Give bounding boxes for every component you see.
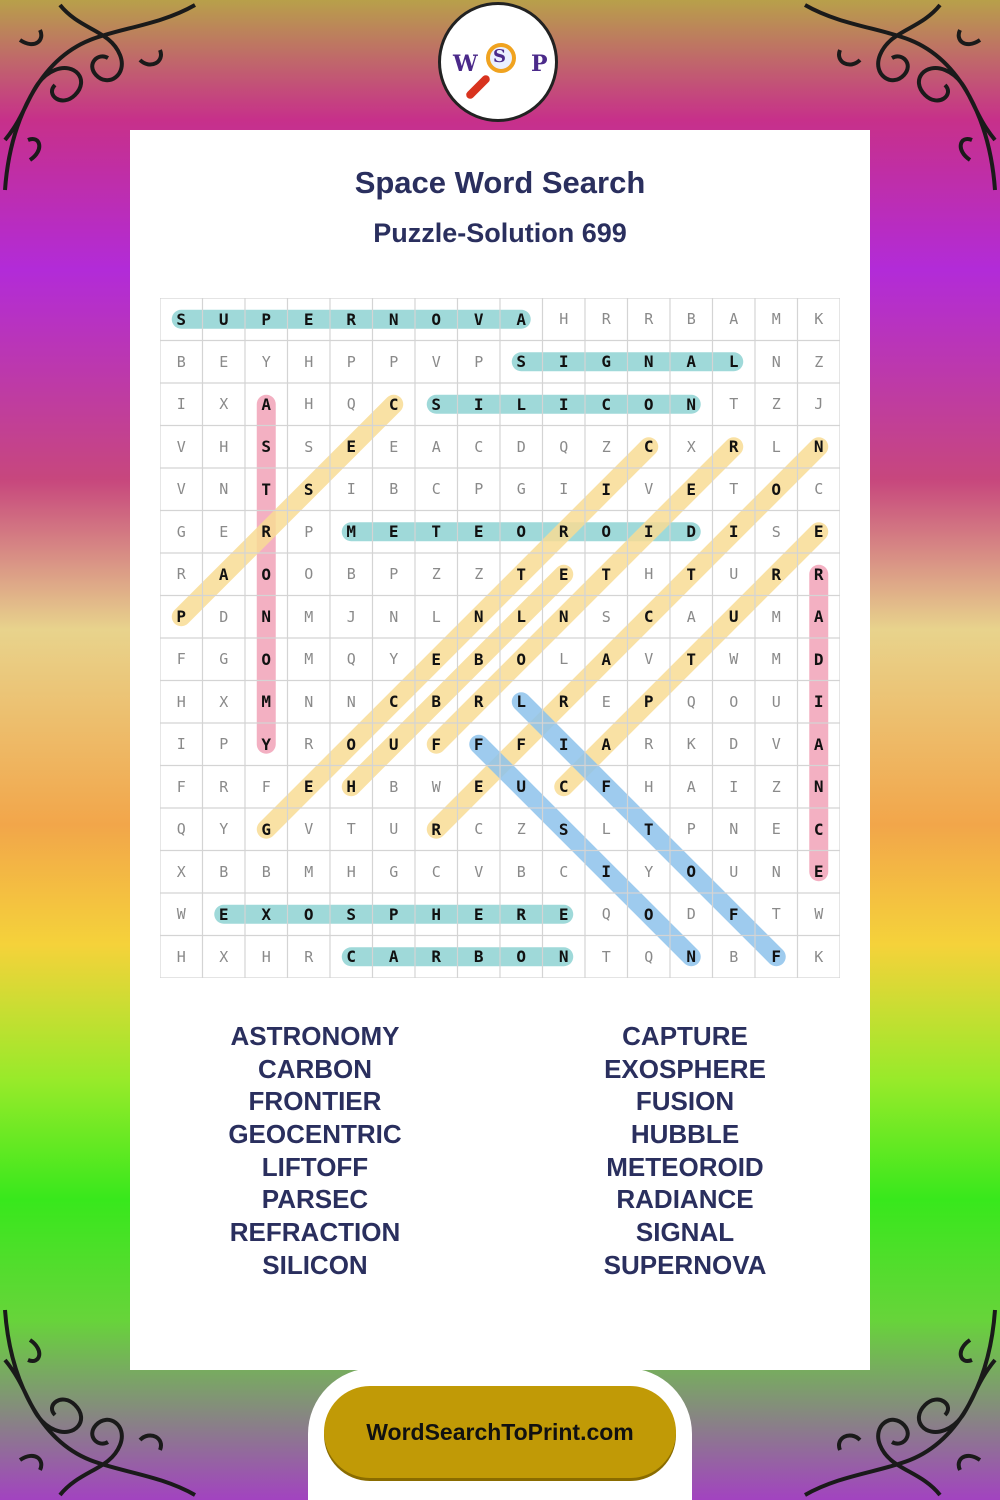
grid-letter[interactable]: U xyxy=(389,820,399,839)
grid-letter[interactable]: B xyxy=(473,649,484,669)
grid-letter[interactable]: R xyxy=(728,437,739,457)
grid-letter[interactable]: O xyxy=(261,649,272,669)
grid-letter[interactable]: C xyxy=(559,862,569,881)
grid-letter[interactable]: C xyxy=(814,480,824,499)
grid-letter[interactable]: A xyxy=(686,607,696,626)
grid-letter[interactable]: L xyxy=(516,692,527,712)
grid-letter[interactable]: W xyxy=(176,905,186,924)
grid-letter[interactable]: V xyxy=(431,352,441,371)
grid-letter[interactable]: C xyxy=(643,607,654,627)
grid-letter[interactable]: O xyxy=(261,564,272,584)
word-list-item: REFRACTION xyxy=(229,1217,401,1248)
grid-letter[interactable]: E xyxy=(219,352,229,371)
grid-letter[interactable]: Z xyxy=(474,565,484,584)
grid-letter[interactable]: I xyxy=(729,777,739,796)
page-subtitle: Puzzle-Solution 699 xyxy=(373,218,627,248)
grid-letter[interactable]: R xyxy=(558,692,569,712)
grid-letter[interactable]: F xyxy=(261,777,271,796)
grid-letter[interactable]: S xyxy=(346,904,357,924)
grid-letter[interactable]: H xyxy=(559,310,569,329)
grid-letter[interactable]: Y xyxy=(644,862,654,881)
grid-letter[interactable]: S xyxy=(304,437,314,456)
grid-letter[interactable]: R xyxy=(601,310,611,329)
grid-letter[interactable]: N xyxy=(558,947,569,967)
grid-letter[interactable]: M xyxy=(304,650,314,669)
logo-letter-p: P xyxy=(531,51,548,77)
grid-letter[interactable]: V xyxy=(176,437,186,456)
grid-letter[interactable]: I xyxy=(558,394,569,414)
grid-letter[interactable]: A xyxy=(601,734,612,754)
grid-letter[interactable]: B xyxy=(219,862,229,881)
grid-letter[interactable]: L xyxy=(728,352,739,372)
grid-letter[interactable]: O xyxy=(346,734,357,754)
grid-letter[interactable]: E xyxy=(218,904,229,924)
grid-letter[interactable]: A xyxy=(686,777,696,796)
grid-letter[interactable]: R xyxy=(261,522,272,542)
grid-letter[interactable]: E xyxy=(346,437,357,457)
word-list-item: FRONTIER xyxy=(248,1086,382,1117)
word-list-item: GEOCENTRIC xyxy=(228,1119,402,1150)
grid-letter[interactable]: R xyxy=(771,564,782,584)
grid-letter[interactable]: T xyxy=(346,820,356,839)
grid-letter[interactable]: E xyxy=(558,904,569,924)
page-title: Space Word Search xyxy=(354,165,646,200)
grid-letter[interactable]: G xyxy=(261,819,272,839)
grid-letter[interactable]: H xyxy=(176,947,186,966)
grid-letter[interactable]: W xyxy=(729,650,739,669)
grid-letter[interactable]: M xyxy=(304,862,314,881)
grid-letter[interactable]: I xyxy=(601,479,612,499)
grid-letter[interactable]: M xyxy=(771,650,781,669)
grid-letter[interactable]: X xyxy=(219,692,229,711)
grid-letter[interactable]: H xyxy=(219,437,229,456)
grid-letter[interactable]: O xyxy=(516,947,527,967)
grid-letter[interactable]: L xyxy=(516,607,527,627)
grid-letter[interactable]: L xyxy=(601,820,611,839)
grid-letter[interactable]: A xyxy=(218,564,229,584)
grid-letter[interactable]: U xyxy=(729,565,739,584)
grid-letter[interactable]: N xyxy=(261,607,272,627)
grid-letter[interactable]: B xyxy=(389,777,399,796)
grid-letter[interactable]: B xyxy=(389,480,399,499)
grid-letter[interactable]: R xyxy=(473,692,484,712)
grid-letter[interactable]: C xyxy=(388,692,399,712)
grid-letter[interactable]: L xyxy=(516,394,527,414)
grid-letter[interactable]: C xyxy=(388,394,399,414)
grid-letter[interactable]: Q xyxy=(601,905,611,924)
grid-letter[interactable]: E xyxy=(558,564,569,584)
grid-letter[interactable]: D xyxy=(813,649,824,669)
grid-letter[interactable]: R xyxy=(304,735,314,754)
grid-letter[interactable]: V xyxy=(644,480,654,499)
grid-letter[interactable]: S xyxy=(176,309,187,329)
grid-letter[interactable]: F xyxy=(728,904,739,924)
grid-letter[interactable]: I xyxy=(601,862,612,882)
grid-letter[interactable]: G xyxy=(601,352,612,372)
word-list-item: ASTRONOMY xyxy=(230,1021,400,1051)
logo-letter-s: S xyxy=(493,46,506,67)
grid-letter[interactable]: M xyxy=(304,607,314,626)
grid-letter[interactable]: V xyxy=(474,862,484,881)
grid-letter[interactable]: N xyxy=(389,607,399,626)
grid-letter[interactable]: Z xyxy=(516,820,526,839)
grid-letter[interactable]: A xyxy=(686,352,697,372)
grid-letter[interactable]: G xyxy=(219,650,229,669)
grid-letter[interactable]: A xyxy=(261,394,272,414)
grid-letter[interactable]: I xyxy=(643,522,654,542)
grid-letter[interactable]: T xyxy=(686,564,697,584)
grid-letter[interactable]: V xyxy=(644,650,654,669)
word-list-item: PARSEC xyxy=(261,1184,369,1215)
grid-letter[interactable]: Q xyxy=(176,820,186,839)
grid-letter[interactable]: U xyxy=(218,309,229,329)
grid-letter[interactable]: D xyxy=(686,522,697,542)
grid-letter[interactable]: K xyxy=(814,310,824,329)
grid-letter[interactable]: M xyxy=(771,607,781,626)
grid-letter[interactable]: F xyxy=(771,947,782,967)
grid-letter[interactable]: E xyxy=(601,692,611,711)
grid-letter[interactable]: O xyxy=(303,904,314,924)
grid-letter[interactable]: Q xyxy=(346,650,356,669)
grid-letter[interactable]: I xyxy=(473,394,484,414)
grid-letter[interactable]: W xyxy=(431,777,441,796)
grid-letter[interactable]: H xyxy=(644,777,654,796)
word-list-item: CARBON xyxy=(257,1053,373,1084)
grid-letter[interactable]: E xyxy=(303,309,314,329)
grid-letter[interactable]: O xyxy=(643,394,654,414)
grid-letter[interactable]: M xyxy=(771,310,781,329)
magnifier-handle-icon xyxy=(465,74,492,101)
word-list-item: LIFTOFF xyxy=(261,1151,369,1182)
grid-letter[interactable]: K xyxy=(686,735,696,754)
grid-letter[interactable]: C xyxy=(474,820,484,839)
grid-letter[interactable]: V xyxy=(304,820,314,839)
grid-letter[interactable]: R xyxy=(431,819,442,839)
grid-letter[interactable]: A xyxy=(813,607,824,627)
word-list-item: SIGNAL xyxy=(635,1217,735,1248)
grid-letter[interactable]: H xyxy=(304,395,314,414)
word-list-item: SUPERNOVA xyxy=(603,1249,767,1280)
grid-letter[interactable]: A xyxy=(516,309,527,329)
grid-letter[interactable]: D xyxy=(686,905,696,924)
grid-letter[interactable]: F xyxy=(176,777,186,796)
grid-letter[interactable]: H xyxy=(346,777,357,797)
word-list-item: SILICON xyxy=(262,1249,368,1280)
grid-letter[interactable]: O xyxy=(771,479,782,499)
grid-letter[interactable]: P xyxy=(643,692,654,712)
grid-letter[interactable]: T xyxy=(729,395,739,414)
grid-letter[interactable]: S xyxy=(558,819,569,839)
grid-letter[interactable]: P xyxy=(261,309,272,329)
site-link-button[interactable] xyxy=(324,1386,676,1478)
grid-letter[interactable]: D xyxy=(516,437,526,456)
grid-letter[interactable]: J xyxy=(814,395,824,414)
grid-letter[interactable]: R xyxy=(431,947,442,967)
grid-letter[interactable]: N xyxy=(643,352,654,372)
grid-letter[interactable]: O xyxy=(304,565,314,584)
grid-letter[interactable]: W xyxy=(814,905,824,924)
grid-letter[interactable]: N xyxy=(304,692,314,711)
grid-letter[interactable]: Y xyxy=(261,734,272,754)
grid-letter[interactable]: Q xyxy=(559,437,569,456)
word-list-item: FUSION xyxy=(635,1086,735,1117)
grid-letter[interactable]: S xyxy=(303,479,314,499)
grid-letter[interactable]: R xyxy=(176,565,186,584)
grid-letter[interactable]: X xyxy=(219,395,229,414)
grid-letter[interactable]: I xyxy=(176,735,186,754)
grid-letter[interactable]: O xyxy=(643,904,654,924)
grid-letter[interactable]: H xyxy=(431,904,442,924)
grid-letter[interactable]: Z xyxy=(771,395,781,414)
grid-letter[interactable]: T xyxy=(261,479,272,499)
grid-letter[interactable]: N xyxy=(558,607,569,627)
grid-letter[interactable]: R xyxy=(813,564,824,584)
grid-letter[interactable]: Y xyxy=(389,650,399,669)
grid-letter[interactable]: I xyxy=(176,395,186,414)
grid-letter[interactable]: B xyxy=(686,310,696,329)
grid-letter[interactable]: B xyxy=(431,692,442,712)
grid-letter[interactable]: N xyxy=(686,394,697,414)
grid-letter[interactable]: H xyxy=(304,352,314,371)
grid-letter[interactable]: V xyxy=(473,309,484,329)
grid-letter[interactable]: N xyxy=(813,777,824,797)
grid-letter[interactable]: C xyxy=(431,480,441,499)
grid-letter[interactable]: Q xyxy=(644,947,654,966)
grid-letter[interactable]: N xyxy=(219,480,229,499)
grid-letter[interactable]: N xyxy=(813,437,824,457)
grid-letter[interactable]: P xyxy=(389,352,399,371)
grid-letter[interactable]: O xyxy=(431,309,442,329)
grid-letter[interactable]: P xyxy=(389,565,399,584)
grid-letter[interactable]: P xyxy=(474,480,484,499)
grid-letter[interactable]: H xyxy=(261,947,271,966)
grid-letter[interactable]: B xyxy=(516,862,526,881)
grid-letter[interactable]: C xyxy=(813,819,824,839)
grid-letter[interactable]: B xyxy=(729,947,739,966)
grid-letter[interactable]: P xyxy=(219,735,229,754)
grid-letter[interactable]: V xyxy=(771,735,781,754)
word-grid xyxy=(160,298,840,978)
grid-letter[interactable]: S xyxy=(771,522,781,541)
grid-letter[interactable]: C xyxy=(601,394,612,414)
grid-letter[interactable]: Q xyxy=(346,395,356,414)
grid-letter[interactable]: R xyxy=(644,310,654,329)
grid-letter[interactable]: T xyxy=(686,649,697,669)
grid-letter[interactable]: F xyxy=(431,734,442,754)
grid-letter[interactable]: Y xyxy=(261,352,271,371)
grid-letter[interactable]: F xyxy=(601,777,612,797)
grid-letter[interactable]: I xyxy=(728,522,739,542)
grid-letter[interactable]: O xyxy=(729,692,739,711)
grid-letter[interactable]: A xyxy=(729,310,739,329)
grid-letter[interactable]: N xyxy=(346,692,356,711)
grid-letter[interactable]: U xyxy=(771,692,781,711)
grid-letter[interactable]: F xyxy=(473,734,484,754)
word-list-item: METEOROID xyxy=(606,1151,764,1182)
grid-letter[interactable]: P xyxy=(176,607,187,627)
grid-letter[interactable]: T xyxy=(771,905,781,924)
grid-letter[interactable]: I xyxy=(558,734,569,754)
grid-letter[interactable]: T xyxy=(729,480,739,499)
grid-letter[interactable]: G xyxy=(176,522,186,541)
grid-letter[interactable]: F xyxy=(176,650,186,669)
grid-letter[interactable]: E xyxy=(431,649,442,669)
grid-letter[interactable]: P xyxy=(686,820,696,839)
grid-letter[interactable]: R xyxy=(346,309,357,329)
grid-letter[interactable]: O xyxy=(686,862,697,882)
grid-letter[interactable]: U xyxy=(516,777,527,797)
grid-letter[interactable]: H xyxy=(644,565,654,584)
grid-letter[interactable]: R xyxy=(644,735,654,754)
grid-letter[interactable]: E xyxy=(219,522,229,541)
grid-letter[interactable]: E xyxy=(388,522,399,542)
grid-letter[interactable]: U xyxy=(728,607,739,627)
grid-letter[interactable]: A xyxy=(601,649,612,669)
wsp-logo[interactable] xyxy=(438,2,558,122)
grid-letter[interactable]: A xyxy=(431,437,441,456)
grid-letter[interactable]: V xyxy=(176,480,186,499)
grid-letter[interactable]: E xyxy=(813,522,824,542)
grid-letter[interactable]: L xyxy=(771,437,781,456)
grid-letter[interactable]: S xyxy=(601,607,611,626)
grid-letter[interactable]: C xyxy=(346,947,357,967)
grid-letter[interactable]: G xyxy=(516,480,526,499)
grid-letter[interactable]: O xyxy=(516,522,527,542)
grid-letter[interactable]: H xyxy=(176,692,186,711)
grid-letter[interactable]: C xyxy=(643,437,654,457)
grid-letter[interactable]: Z xyxy=(601,437,611,456)
grid-letter[interactable]: T xyxy=(601,564,612,584)
logo-letter-w: W xyxy=(453,51,478,77)
grid-letter[interactable]: L xyxy=(431,607,441,626)
grid-letter[interactable]: N xyxy=(729,820,739,839)
grid-letter[interactable]: B xyxy=(346,565,356,584)
grid-letter[interactable]: X xyxy=(176,862,186,881)
grid-letter[interactable]: E xyxy=(813,862,824,882)
grid-letter[interactable]: N xyxy=(473,607,484,627)
grid-letter[interactable]: S xyxy=(516,352,527,372)
grid-letter[interactable]: O xyxy=(601,522,612,542)
grid-letter[interactable]: I xyxy=(558,352,569,372)
grid-letter[interactable]: E xyxy=(686,479,697,499)
grid-letter[interactable]: E xyxy=(303,777,314,797)
grid-letter[interactable]: R xyxy=(558,522,569,542)
grid-letter[interactable]: N xyxy=(771,352,781,371)
grid-letter[interactable]: N xyxy=(686,947,697,967)
grid-letter[interactable]: E xyxy=(473,522,484,542)
grid-letter[interactable]: X xyxy=(219,947,229,966)
grid-letter[interactable]: S xyxy=(261,437,272,457)
grid-letter[interactable]: T xyxy=(516,564,527,584)
grid-letter[interactable]: E xyxy=(473,904,484,924)
word-list-item: HUBBLE xyxy=(630,1119,740,1150)
grid-letter[interactable]: H xyxy=(346,862,356,881)
grid-letter[interactable]: E xyxy=(389,437,399,456)
grid-letter[interactable]: X xyxy=(686,437,696,456)
word-list-left xyxy=(130,1020,500,1282)
grid-letter[interactable]: E xyxy=(473,777,484,797)
grid-letter[interactable]: C xyxy=(431,862,441,881)
grid-letter[interactable]: A xyxy=(388,947,399,967)
grid-letter[interactable]: C xyxy=(474,437,484,456)
grid-letter[interactable]: S xyxy=(431,394,442,414)
grid-letter[interactable]: E xyxy=(771,820,781,839)
grid-letter[interactable]: Q xyxy=(686,692,696,711)
grid-letter[interactable]: X xyxy=(261,904,272,924)
grid-letter[interactable]: B xyxy=(473,947,484,967)
grid-letter[interactable]: R xyxy=(516,904,527,924)
grid-letter[interactable]: C xyxy=(558,777,569,797)
grid-letter[interactable]: D xyxy=(729,735,739,754)
grid-letter[interactable]: Z xyxy=(771,777,781,796)
grid-letter[interactable]: R xyxy=(219,777,229,796)
grid-letter[interactable]: I xyxy=(813,692,824,712)
grid-letter[interactable]: T xyxy=(601,947,611,966)
grid-letter[interactable]: P xyxy=(388,904,399,924)
grid-letter[interactable]: O xyxy=(516,649,527,669)
grid-letter[interactable]: F xyxy=(516,734,527,754)
grid-letter[interactable]: T xyxy=(643,819,654,839)
grid-letter[interactable]: M xyxy=(346,522,357,542)
word-list-item: EXOSPHERE xyxy=(604,1053,766,1084)
grid-letter[interactable]: U xyxy=(388,734,399,754)
grid-letter[interactable]: B xyxy=(176,352,186,371)
grid-letter[interactable]: L xyxy=(559,650,569,669)
grid-letter[interactable]: P xyxy=(304,522,314,541)
grid-letter[interactable]: N xyxy=(388,309,399,329)
grid-letter[interactable]: A xyxy=(813,734,824,754)
site-link-label: WordSearchToPrint.com xyxy=(366,1418,634,1445)
grid-letter[interactable]: G xyxy=(389,862,399,881)
grid-letter[interactable]: D xyxy=(219,607,229,626)
grid-letter[interactable]: P xyxy=(346,352,356,371)
grid-letter[interactable]: J xyxy=(346,607,356,626)
grid-letter[interactable]: Z xyxy=(814,352,824,371)
grid-letter[interactable]: N xyxy=(771,862,781,881)
grid-letter[interactable]: R xyxy=(304,947,314,966)
grid-letter[interactable]: I xyxy=(346,480,356,499)
grid-letter[interactable]: Y xyxy=(219,820,229,839)
grid-letter[interactable]: Z xyxy=(431,565,441,584)
grid-letter[interactable]: M xyxy=(261,692,272,712)
grid-letter[interactable]: P xyxy=(474,352,484,371)
puzzle-sheet xyxy=(130,130,870,1370)
grid-cells xyxy=(160,298,840,978)
word-list-right xyxy=(500,1020,870,1282)
grid-letter[interactable]: U xyxy=(729,862,739,881)
word-list-item: RADIANCE xyxy=(616,1184,754,1215)
word-list-item: CAPTURE xyxy=(622,1021,748,1051)
grid-letter[interactable]: I xyxy=(559,480,569,499)
grid-letter[interactable]: T xyxy=(431,522,442,542)
grid-letter[interactable]: B xyxy=(261,862,271,881)
grid-letter[interactable]: K xyxy=(814,947,824,966)
